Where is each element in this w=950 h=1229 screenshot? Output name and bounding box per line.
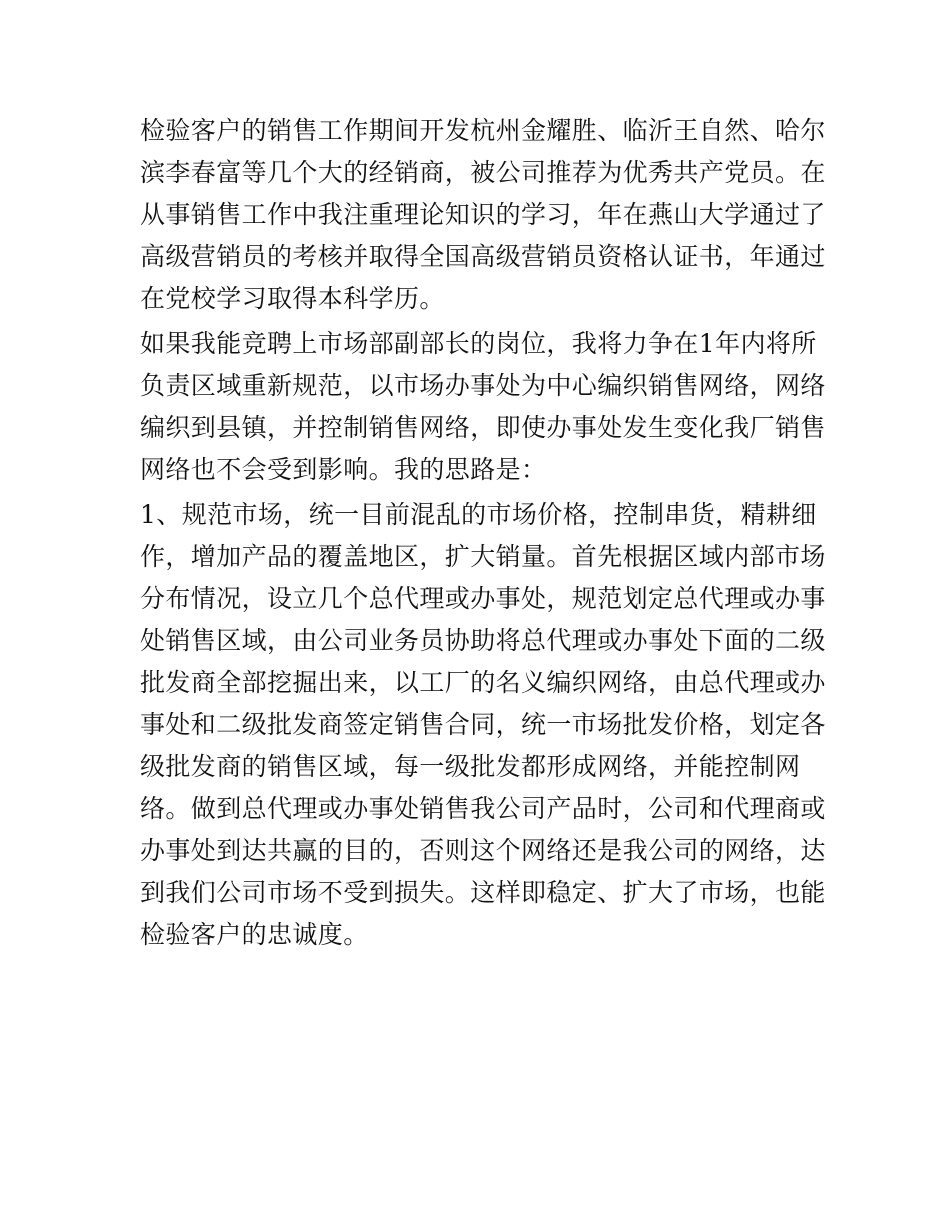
text-line: 滨李春富等几个大的经销商，被公司推荐为优秀共产党员。在 — [140, 158, 826, 187]
text-line: 办事处到达共赢的目的，否则这个网络还是我公司的网络，达 — [140, 836, 826, 865]
text-line: 作，增加产品的覆盖地区，扩大销量。首先根据区域内部市场 — [140, 542, 826, 571]
text-line: 处销售区域，由公司业务员协助将总代理或办事处下面的二级 — [140, 626, 826, 655]
paragraph-2 — [140, 323, 826, 491]
text-line: 从事销售工作中我注重理论知识的学习，年在燕山大学通过了 — [140, 200, 826, 229]
paragraph-3 — [140, 494, 826, 956]
text-line: 在党校学习取得本科学历。 — [140, 284, 445, 313]
text-line: 编织到县镇，并控制销售网络，即使办事处发生变化我厂销售 — [140, 413, 826, 442]
document-body — [140, 110, 826, 956]
text-line: 络。做到总代理或办事处销售我公司产品时，公司和代理商或 — [140, 794, 826, 823]
text-line: 批发商全部挖掘出来，以工厂的名义编织网络，由总代理或办 — [140, 668, 826, 697]
text-line: 到我们公司市场不受到损失。这样即稳定、扩大了市场，也能 — [140, 878, 826, 907]
text-line: 如果我能竞聘上市场部副部长的岗位，我将力争在1年内将所 — [140, 329, 817, 358]
text-line: 分布情况，设立几个总代理或办事处，规范划定总代理或办事 — [140, 584, 826, 613]
text-line: 网络也不会受到影响。我的思路是： — [140, 455, 547, 484]
text-line: 检验客户的销售工作期间开发杭州金耀胜、临沂王自然、哈尔 — [140, 116, 826, 145]
text-line: 1、规范市场，统一目前混乱的市场价格，控制串货，精耕细 — [140, 500, 817, 529]
text-line: 负责区域重新规范，以市场办事处为中心编织销售网络，网络 — [140, 371, 826, 400]
text-line: 高级营销员的考核并取得全国高级营销员资格认证书，年通过 — [140, 242, 826, 271]
paragraph-1 — [140, 110, 826, 320]
text-line: 事处和二级批发商签定销售合同，统一市场批发价格，划定各 — [140, 710, 826, 739]
text-line: 检验客户的忠诚度。 — [140, 920, 369, 949]
text-line: 级批发商的销售区域，每一级批发都形成网络，并能控制网 — [140, 752, 801, 781]
